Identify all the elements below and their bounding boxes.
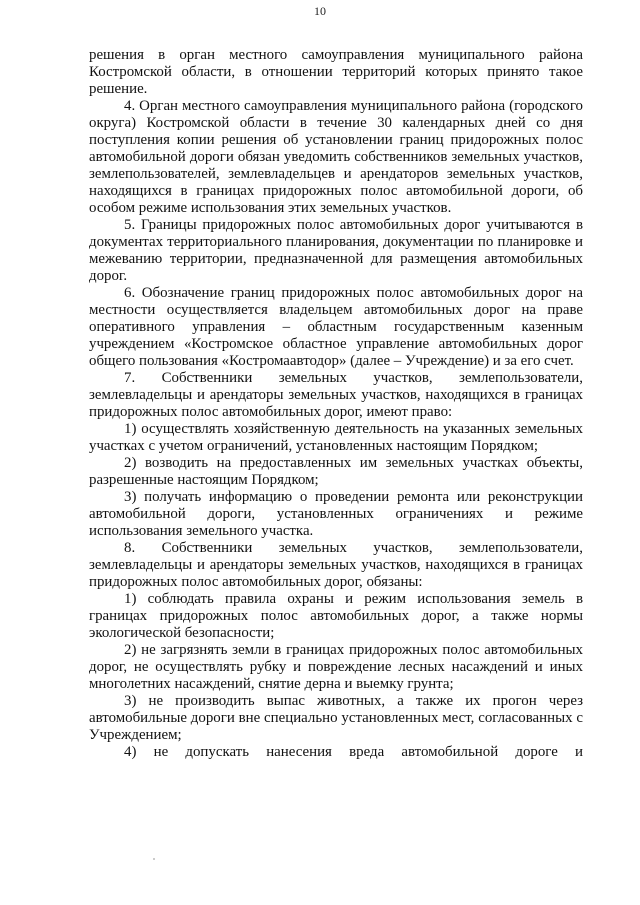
list-item: 3) получать информацию о проведении ремонта или реконструкции автомобильной дороги, установленных ограничениях и режиме использования земельного участка.	[89, 489, 583, 539]
list-item: 3) не производить выпас животных, а также их прогон через автомобильные дороги вне специально установленных мест, согласованных с Учреждением;	[89, 693, 583, 743]
list-item: 4) не допускать нанесения вреда автомобильной дороге и	[124, 744, 583, 760]
paragraph: 5. Границы придорожных полос автомобильных дорог учитываются в документах территориального планирования, документации по планировке и межеванию территории, предназначенной для размещения автомобильных дорог.	[89, 217, 583, 284]
page-number: 10	[314, 4, 326, 18]
list-item: 1) осуществлять хозяйственную деятельность на указанных земельных участках с учетом ограничений, установленных настоящим Порядком;	[89, 421, 583, 454]
paragraph: 6. Обозначение границ придорожных полос автомобильных дорог на местности осуществляется владельцем автомобильных дорог на праве оперативного управления – областным государственным казенным учреждением «Костромское областное управление автомобильных дорог общего пользования «Костромаавтодор» (далее – Учреждение) и за его счет.	[89, 285, 583, 369]
list-item: 1) соблюдать правила охраны и режим использования земель в границах придорожных полос автомобильных дорог, а также нормы экологической безопасности;	[89, 591, 583, 641]
body-text	[89, 47, 583, 761]
scan-speck	[153, 858, 155, 860]
paragraph: решения в орган местного самоуправления муниципального района Костромской области, в отношении территорий которых принято такое решение.	[89, 47, 583, 97]
list-item: 2) возводить на предоставленных им земельных участках объекты, разрешенные настоящим Порядком;	[89, 455, 583, 488]
paragraph: 8. Собственники земельных участков, землепользователи, землевладельцы и арендаторы земельных участков, находящихся в границах придорожных полос автомобильных дорог, обязаны:	[89, 540, 583, 590]
paragraph: 4. Орган местного самоуправления муниципального района (городского округа) Костромской области в течение 30 календарных дней со дня поступления копии решения об установлении границ придорожных полос автомобильной дороги обязан уведомить собственников земельных участков, землепользователей, землевладельцев и арендаторов земельных участков, находящихся в границах придорожных полос автомобильной дороги, об особом режиме использования этих земельных участков.	[89, 98, 583, 216]
list-item: 2) не загрязнять земли в границах придорожных полос автомобильных дорог, не осуществлять рубку и повреждение лесных насаждений и иных многолетних насаждений, снятие дерна и выемку грунта;	[89, 642, 583, 692]
paragraph: 7. Собственники земельных участков, землепользователи, землевладельцы и арендаторы земельных участков, находящихся в границах придорожных полос автомобильных дорог, имеют право:	[89, 370, 583, 420]
